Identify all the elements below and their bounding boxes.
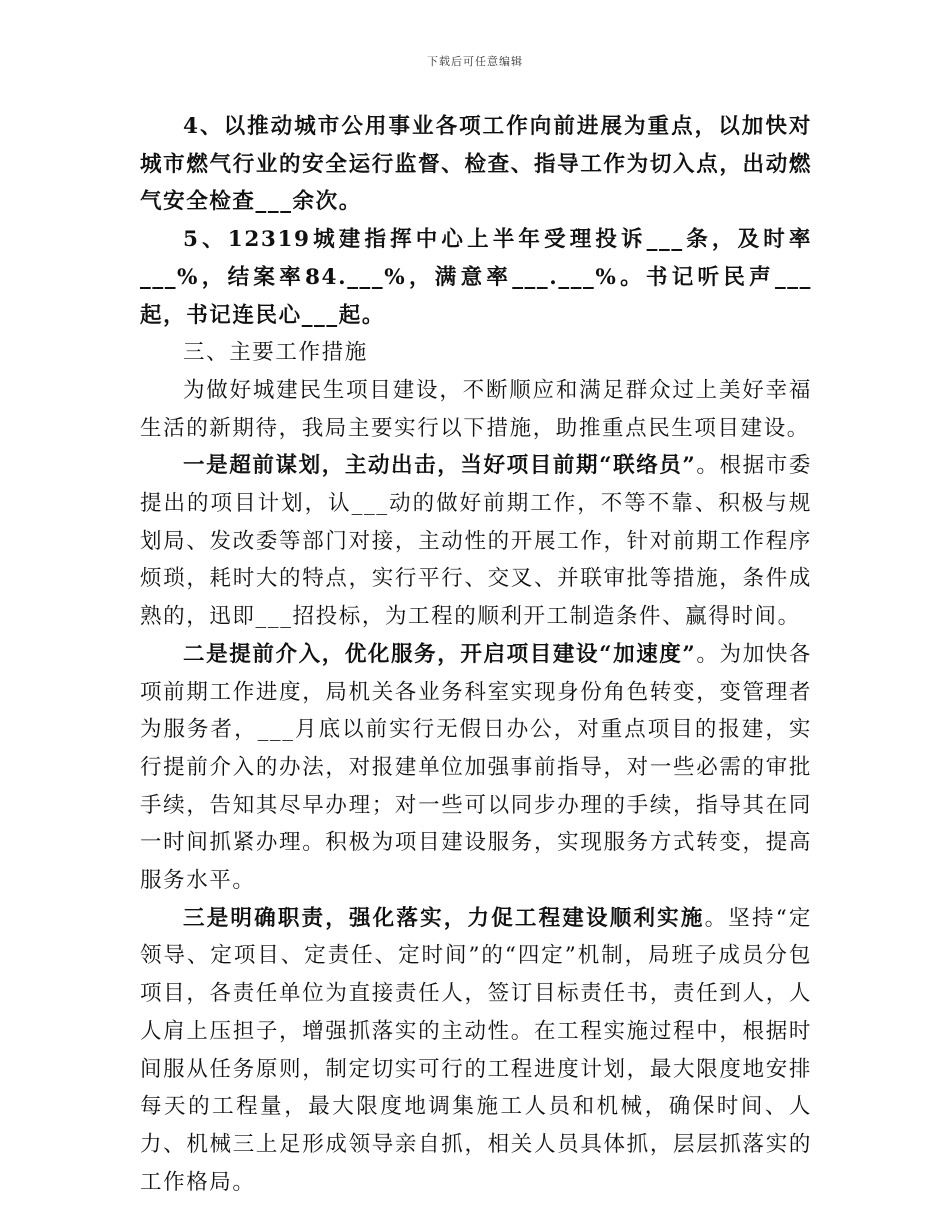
measure-lead: 三是明确职责，强化落实，力促工程建设顺利实施	[183, 905, 705, 931]
page-header: 下载后可任意编辑	[427, 55, 523, 68]
paragraph-item-5	[140, 221, 812, 334]
paragraph-text: 4、以推动城市公用事业各项工作向前进展为重点，以加快对城市燃气行业的安全运行监督、检查、指导工作为切入点，出动燃气安全检查___余次。	[140, 114, 812, 215]
measure-paragraph-2	[140, 636, 812, 900]
section-heading-text: 三、主要工作措施	[183, 340, 368, 366]
measure-paragraph-3	[140, 900, 812, 1202]
section-heading	[140, 334, 812, 372]
measure-lead: 一是超前谋划，主动出击，当好项目前期“联络员”	[183, 453, 697, 479]
intro-paragraph	[140, 372, 812, 447]
document-body	[140, 108, 812, 1201]
paragraph-text: 为做好城建民生项目建设，不断顺应和满足群众过上美好幸福生活的新期待，我局主要实行以下措施，助推重点民生项目建设。	[140, 377, 812, 441]
paragraph-text: 。根据市委提出的项目计划，认___动的做好前期工作，不等不靠、积极与规划局、发改委等部门对接，主动性的开展工作，针对前期工作程序烦琐，耗时大的特点，实行平行、交叉、并联审批等措施，条件成熟的，迅即___招投标，为工程的顺利开工制造条件、赢得时间。	[140, 453, 812, 630]
paragraph-text: 。坚持“定领导、定项目、定责任、定时间”的“四定”机制，局班子成员分包项目，各责任单位为直接责任人，签订目标责任书，责任到人，人人肩上压担子，增强抓落实的主动性。在工程实施过程中，根据时间服从任务原则，制定切实可行的工程进度计划，最大限度地安排每天的工程量，最大限度地调集施工人员和机械，确保时间、人力、机械三上足形成领导亲自抓，相关人员具体抓，层层抓落实的工作格局。	[140, 905, 813, 1195]
paragraph-text: 5、12319城建指挥中心上半年受理投诉___条，及时率___%，结案率84.___%，满意率___.___%。书记听民声___起，书记连民心___起。	[140, 227, 812, 328]
measure-paragraph-1	[140, 447, 812, 636]
paragraph-item-4	[140, 108, 812, 221]
measure-lead: 二是提前介入，优化服务，开启项目建设“加速度”	[183, 641, 697, 667]
paragraph-text: 。为加快各项前期工作进度，局机关各业务科室实现身份角色转变，变管理者为服务者，___月底以前实行无假日办公，对重点项目的报建，实行提前介入的办法，对报建单位加强事前指导，对一些必需的审批手续，告知其尽早办理；对一些可以同步办理的手续，指导其在同一时间抓紧办理。积极为项目建设服务，实现服务方式转变，提高服务水平。	[140, 641, 812, 894]
